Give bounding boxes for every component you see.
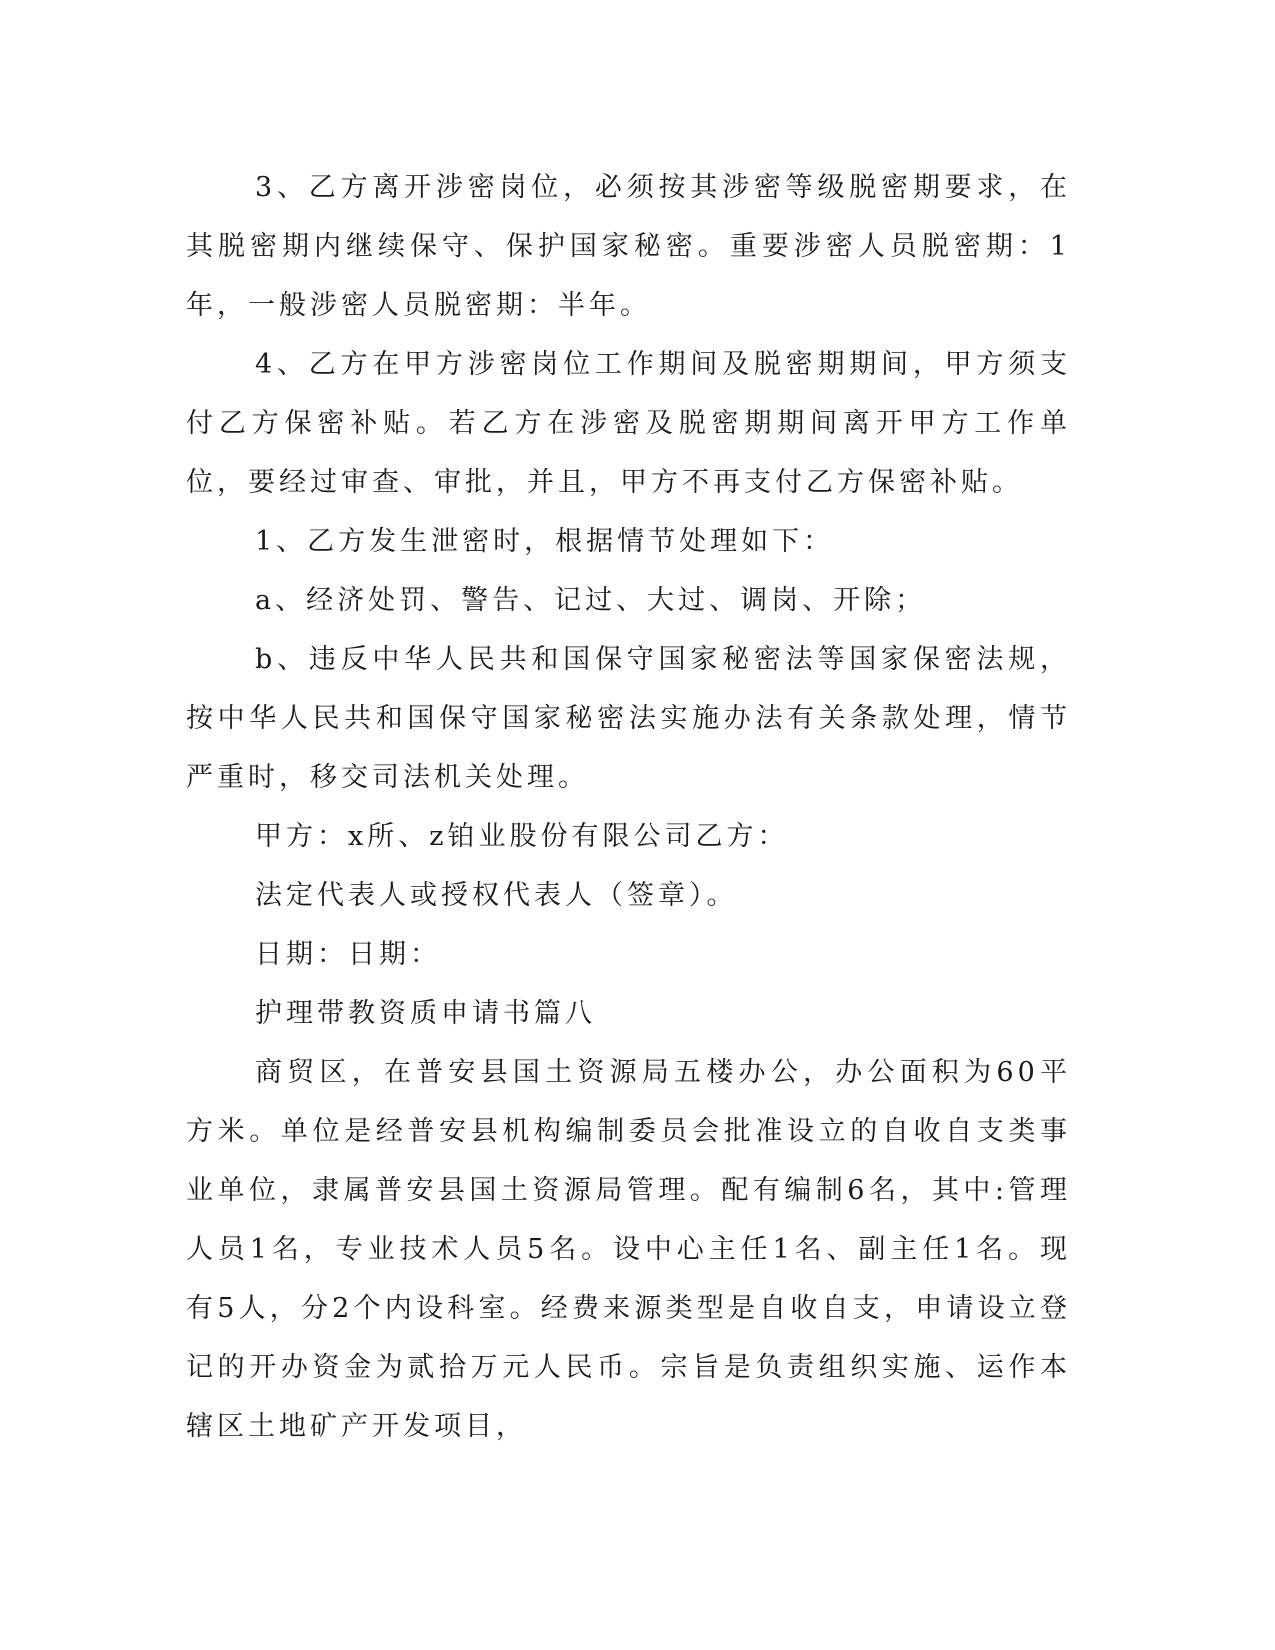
party-signature-line: 甲方：x所、z铂业股份有限公司乙方： [255,821,789,852]
date-line: 日期：日期： [255,939,441,970]
document-body [186,158,1071,1456]
paragraph-clause-4: 4、乙方在甲方涉密岗位工作期间及脱密期期间，甲方须支付乙方保密补贴。若乙方在涉密及脱密期期间离开甲方工作单位，要经过审查、审批，并且，甲方不再支付乙方保密补贴。 [186,349,1071,498]
paragraph-clause-3: 3、乙方离开涉密岗位，必须按其涉密等级脱密期要求，在其脱密期内继续保守、保护国家秘密。重要涉密人员脱密期：1年，一般涉密人员脱密期：半年。 [186,172,1071,321]
paragraph-organization-description: 商贸区，在普安县国土资源局五楼办公，办公面积为60平方米。单位是经普安县机构编制委员会批准设立的自收自支类事业单位，隶属普安县国土资源局管理。配有编制6名，其中:管理人员1名，专业技术人员5名。设中心主任1名、副主任1名。现有5人，分2个内设科室。经费来源类型是自收自支，申请设立登记的开办资金为贰拾万元人民币。宗旨是负责组织实施、运作本辖区土地矿产开发项目， [186,1057,1071,1442]
paragraph-item-a: a、经济处罚、警告、记过、大过、调岗、开除； [255,585,927,616]
representative-line: 法定代表人或授权代表人（签章）。 [255,880,738,911]
paragraph-leak-handling: 1、乙方发生泄密时，根据情节处理如下： [255,526,835,557]
paragraph-item-b: b、违反中华人民共和国保守国家秘密法等国家保密法规，按中华人民共和国保守国家秘密法实施办法有关条款处理，情节严重时，移交司法机关处理。 [186,644,1071,793]
section-heading: 护理带教资质申请书篇八 [255,998,596,1029]
